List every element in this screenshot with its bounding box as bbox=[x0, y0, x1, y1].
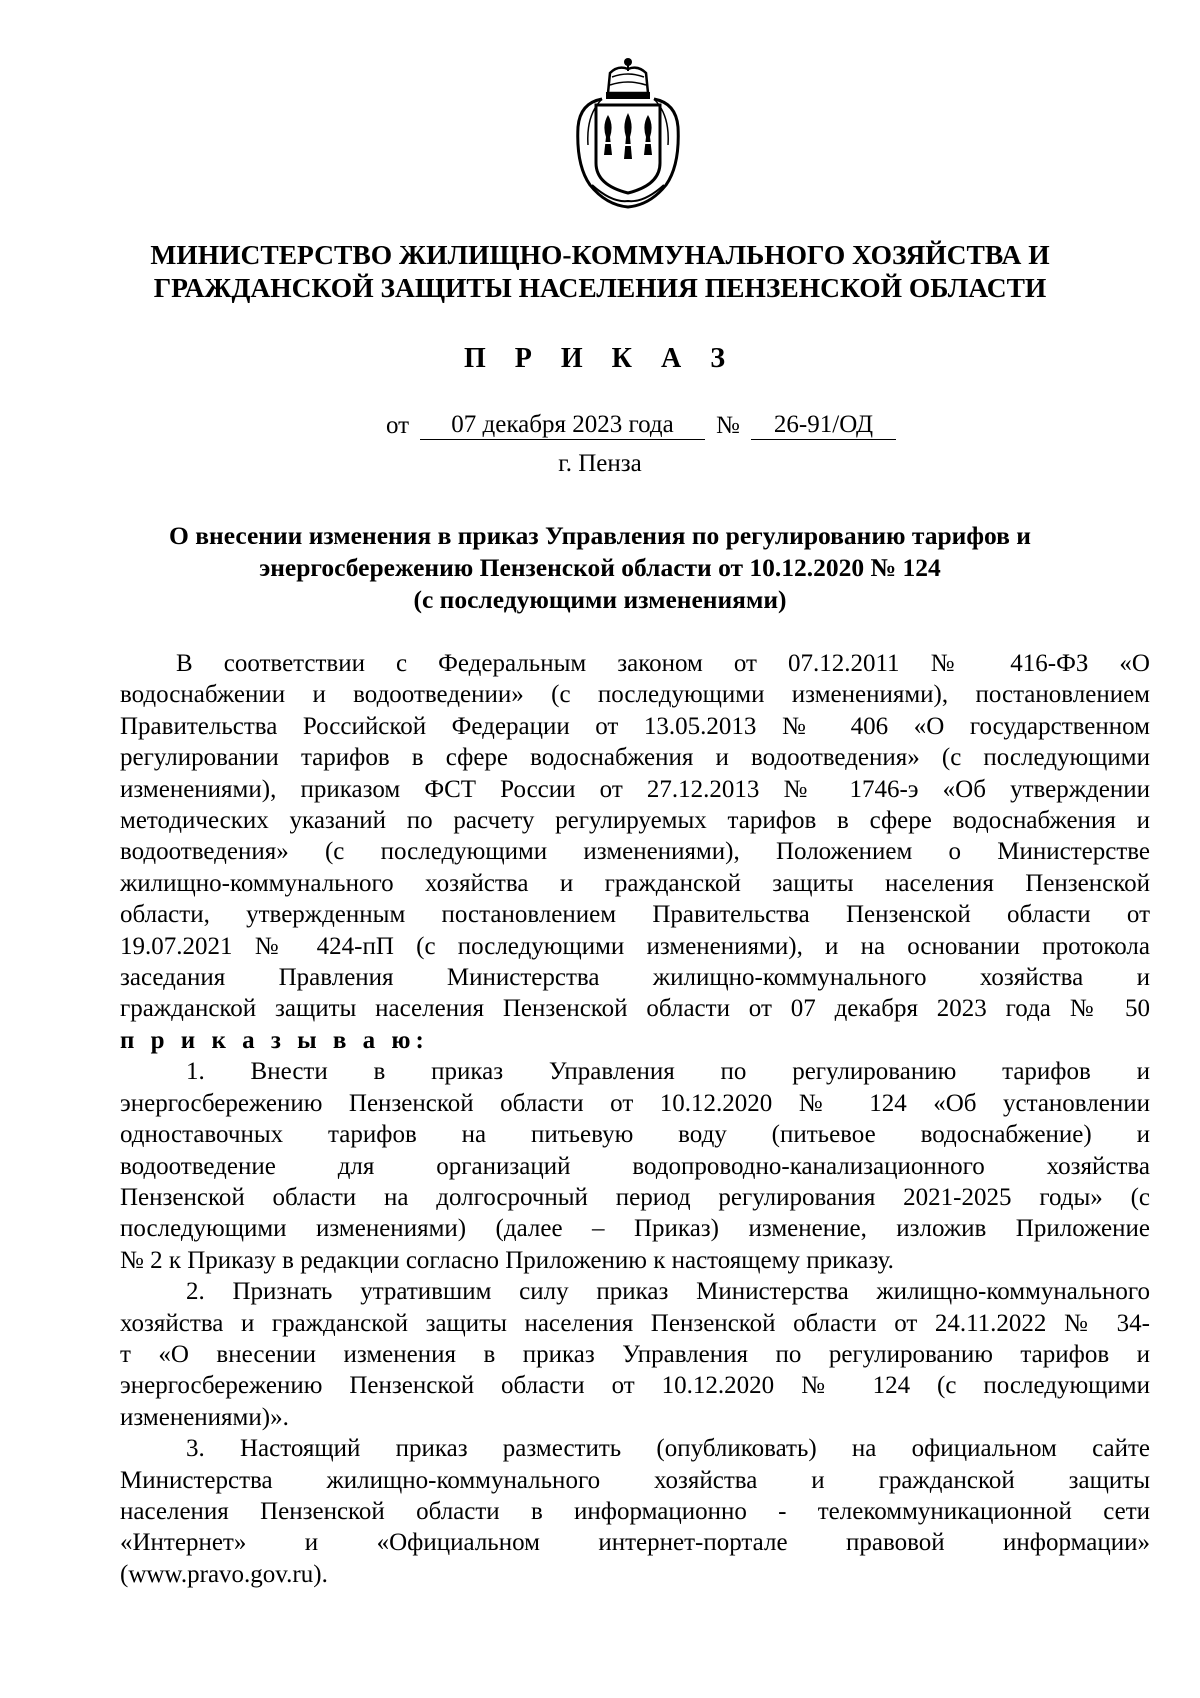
preamble-line: регулировании тарифов в сфере водоснабжения и водоотведения» (с последующими bbox=[120, 744, 1150, 772]
preamble-line: 19.07.2021 № 424-пП (с последующими изменениями), и на основании протокола bbox=[120, 932, 1150, 960]
document-subject bbox=[120, 520, 1080, 616]
document-number: 26-91/ОД bbox=[751, 410, 896, 440]
subject-line: (с последующими изменениями) bbox=[413, 585, 787, 614]
item-2-line: хозяйства и гражданской защиты населения Пензенской области от 24.11.2022 № 34- bbox=[120, 1309, 1150, 1337]
item-2-line: изменениями)». bbox=[120, 1403, 289, 1431]
number-label: № bbox=[716, 412, 740, 439]
city: г. Пенза bbox=[558, 450, 642, 477]
ministry-name-line: МИНИСТЕРСТВО ЖИЛИЩНО-КОММУНАЛЬНОГО ХОЗЯЙСТВА И bbox=[150, 239, 1050, 270]
preamble-line: области, утвержденным постановлением Правительства Пензенской области от bbox=[120, 901, 1150, 929]
order-word: п р и к а з ы в а ю: bbox=[120, 1026, 429, 1054]
item-3-line: населения Пензенской области в информационно - телекоммуникационной сети bbox=[120, 1497, 1150, 1525]
ministry-name bbox=[120, 238, 1080, 304]
preamble-line: методических указаний по расчету регулируемых тарифов в сфере водоснабжения и bbox=[120, 807, 1150, 835]
item-2-line: энергосбережению Пензенской области от 10.12.2020 № 124 (с последующими bbox=[120, 1372, 1150, 1400]
item-1-line: 1. Внести в приказ Управления по регулированию тарифов и bbox=[186, 1058, 1150, 1086]
item-1-line: № 2 к Приказу в редакции согласно Приложению к настоящему приказу. bbox=[120, 1246, 894, 1274]
date-number-line bbox=[386, 410, 906, 442]
preamble-line: заседания Правления Министерства жилищно-коммунального хозяйства и bbox=[120, 964, 1150, 992]
ministry-name-line: ГРАЖДАНСКОЙ ЗАЩИТЫ НАСЕЛЕНИЯ ПЕНЗЕНСКОЙ ОБЛАСТИ bbox=[153, 272, 1047, 303]
preamble-line: водоснабжении и водоотведении» (с последующими изменениями), постановлением bbox=[120, 681, 1150, 709]
document-date: 07 декабря 2023 года bbox=[420, 410, 705, 440]
preamble-line: изменениями), приказом ФСТ России от 27.12.2013 № 1746-э «Об утверждении bbox=[120, 775, 1150, 803]
preamble-line: жилищно-коммунального хозяйства и гражданской защиты населения Пензенской bbox=[120, 869, 1150, 897]
preamble-line: В соответствии с Федеральным законом от 07.12.2011 № 416-ФЗ «О bbox=[176, 650, 1150, 677]
item-3-line: «Интернет» и «Официальном интернет-портале правовой информации» bbox=[120, 1529, 1150, 1557]
preamble-line: водоотведения» (с последующими изменениями), Положением о Министерстве bbox=[120, 838, 1150, 866]
item-3-line: (www.pravo.gov.ru). bbox=[120, 1560, 328, 1588]
item-1-line: Пензенской области на долгосрочный период регулирования 2021-2025 годы» (с bbox=[120, 1183, 1150, 1211]
item-2-line: т «О внесении изменения в приказ Управления по регулированию тарифов и bbox=[120, 1340, 1150, 1368]
item-1-line: энергосбережению Пензенской области от 10.12.2020 № 124 «Об установлении bbox=[120, 1089, 1150, 1117]
from-label: от bbox=[386, 412, 410, 439]
document-body bbox=[120, 648, 1150, 1590]
item-3-line: Министерства жилищно-коммунального хозяйства и гражданской защиты bbox=[120, 1466, 1150, 1494]
subject-line: энергосбережению Пензенской области от 10.12.2020 № 124 bbox=[259, 553, 941, 582]
item-1-line: последующими изменениями) (далее – Приказ) изменение, изложив Приложение bbox=[120, 1215, 1150, 1243]
item-1-line: водоотведение для организаций водопроводно-канализационного хозяйства bbox=[120, 1152, 1150, 1180]
preamble-line: гражданской защиты населения Пензенской области от 07 декабря 2023 года № 50 bbox=[120, 995, 1150, 1023]
subject-line: О внесении изменения в приказ Управления по регулированию тарифов и bbox=[169, 521, 1031, 550]
preamble-line: Правительства Российской Федерации от 13.05.2013 № 406 «О государственном bbox=[120, 712, 1150, 740]
item-1-line: одноставочных тарифов на питьевую воду (питьевое водоснабжение) и bbox=[120, 1121, 1150, 1149]
document-type-title: П Р И К А З bbox=[464, 343, 736, 374]
item-2-line: 2. Признать утратившим силу приказ Министерства жилищно-коммунального bbox=[186, 1278, 1150, 1306]
coat-of-arms-emblem bbox=[572, 55, 684, 210]
item-3-line: 3. Настоящий приказ разместить (опубликовать) на официальном сайте bbox=[186, 1435, 1150, 1463]
